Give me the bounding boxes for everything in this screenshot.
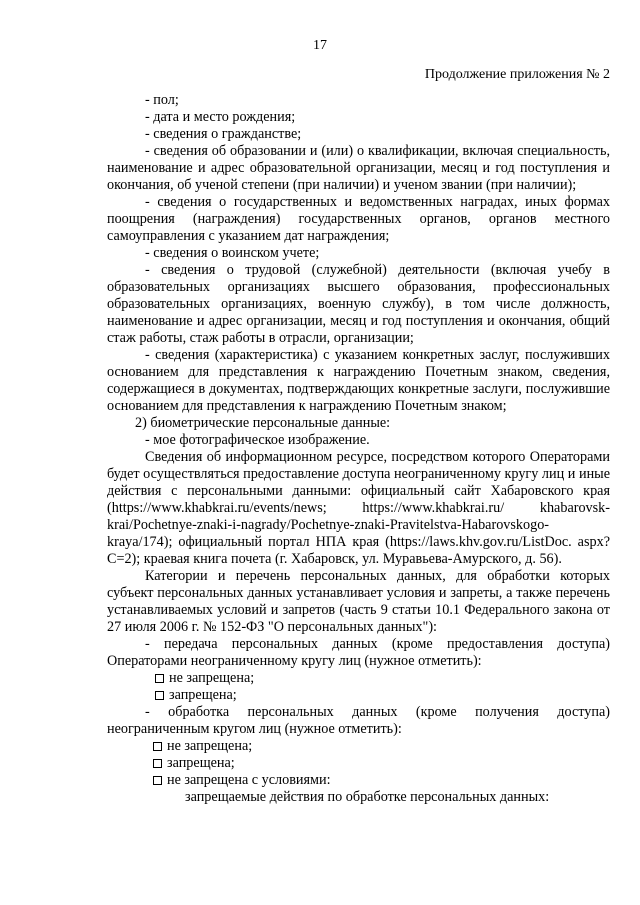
biometric-heading: 2) биометрические персональные данные: <box>135 415 391 431</box>
checkbox-icon[interactable] <box>153 742 162 751</box>
list-item: - сведения о воинском учете; <box>145 245 320 261</box>
processing-option-with-conditions[interactable] <box>107 772 610 789</box>
checkbox-icon[interactable] <box>153 759 162 768</box>
list-item: - сведения (характеристика) с указанием конкретных заслуг, послуживших основанием для представления к награждению Почетным знаком, сведения, содержащиеся в документах, подтверждающих конкретные заслуги, послужившие основанием для представления к награждению Почетным знаком; <box>107 347 610 414</box>
list-item: - дата и место рождения; <box>145 109 296 125</box>
list-item: - сведения об образовании и (или) о квалификации, включая специальность, наименование и адрес образовательной организации, месяц и год поступления и окончания, об ученой степени (при наличии) и ученом звании (при наличии); <box>107 143 610 193</box>
transfer-option-prohibited[interactable] <box>107 687 610 704</box>
transfer-item: - передача персональных данных (кроме предоставления доступа) Операторами неограниченному кругу лиц (нужное отметить): <box>107 636 610 669</box>
prohibited-actions-label: запрещаемые действия по обработке персональных данных: <box>185 789 550 805</box>
option-label: не запрещена с условиями: <box>167 772 331 788</box>
document-body <box>107 92 610 806</box>
checkbox-icon[interactable] <box>155 691 164 700</box>
transfer-option-not-prohibited[interactable] <box>107 670 610 687</box>
appendix-continuation-label: Продолжение приложения № 2 <box>424 67 610 82</box>
option-label: запрещена; <box>169 687 237 703</box>
option-label: запрещена; <box>167 755 235 771</box>
processing-option-prohibited[interactable] <box>107 755 610 772</box>
categories-paragraph: Категории и перечень персональных данных, для обработки которых субъект персональных данных устанавливает условия и запреты, а также перечень устанавливаемых условий и запретов (часть 9 статьи 10.1 Федерального закона от 27 июля 2006 г. № 152-ФЗ "О персональных данных"): <box>107 568 610 635</box>
option-label: не запрещена; <box>167 738 253 754</box>
list-item: - сведения о гражданстве; <box>145 126 302 142</box>
processing-item: - обработка персональных данных (кроме получения доступа) неограниченным кругом лиц (нужное отметить): <box>107 704 610 737</box>
checkbox-icon[interactable] <box>155 674 164 683</box>
list-item: - сведения о государственных и ведомственных наградах, иных формах поощрения (награждения) государственных органов, органов местного самоуправления с указанием дат награждения; <box>107 194 610 244</box>
info-resource-paragraph: Сведения об информационном ресурсе, посредством которого Операторами будет осуществляться предоставление доступа неограниченному кругу лиц и иные действия с персональными данными: официальный сайт Хабаровского края (https://www.khabkrai.ru/events/news; https://www.khabkrai.ru/ khabarovsk-krai/Pochetnye-znaki-i-nagrady/Pochetnye-znaki-Pravitelstva-Habarovskogo-kraya/174); официальный портал НПА края (https://laws.khv.gov.ru/ListDoc. aspx?C=2); краевая книга почета (г. Хабаровск, ул. Муравьева-Амурского, д. 56). <box>107 449 610 567</box>
list-item: - мое фотографическое изображение. <box>145 432 370 448</box>
list-item: - пол; <box>145 92 179 108</box>
page-number: 17 <box>313 38 327 53</box>
option-label: не запрещена; <box>169 670 255 686</box>
list-item: - сведения о трудовой (служебной) деятельности (включая учебу в образовательных организациях высшего образования, профессиональных образовательных организациях, военную службу), в том числе должность, наименование и адрес организации, месяц и год поступления и окончания, общий стаж работы, стаж работы в отрасли, организации; <box>107 262 610 346</box>
processing-option-not-prohibited[interactable] <box>107 738 610 755</box>
checkbox-icon[interactable] <box>153 776 162 785</box>
